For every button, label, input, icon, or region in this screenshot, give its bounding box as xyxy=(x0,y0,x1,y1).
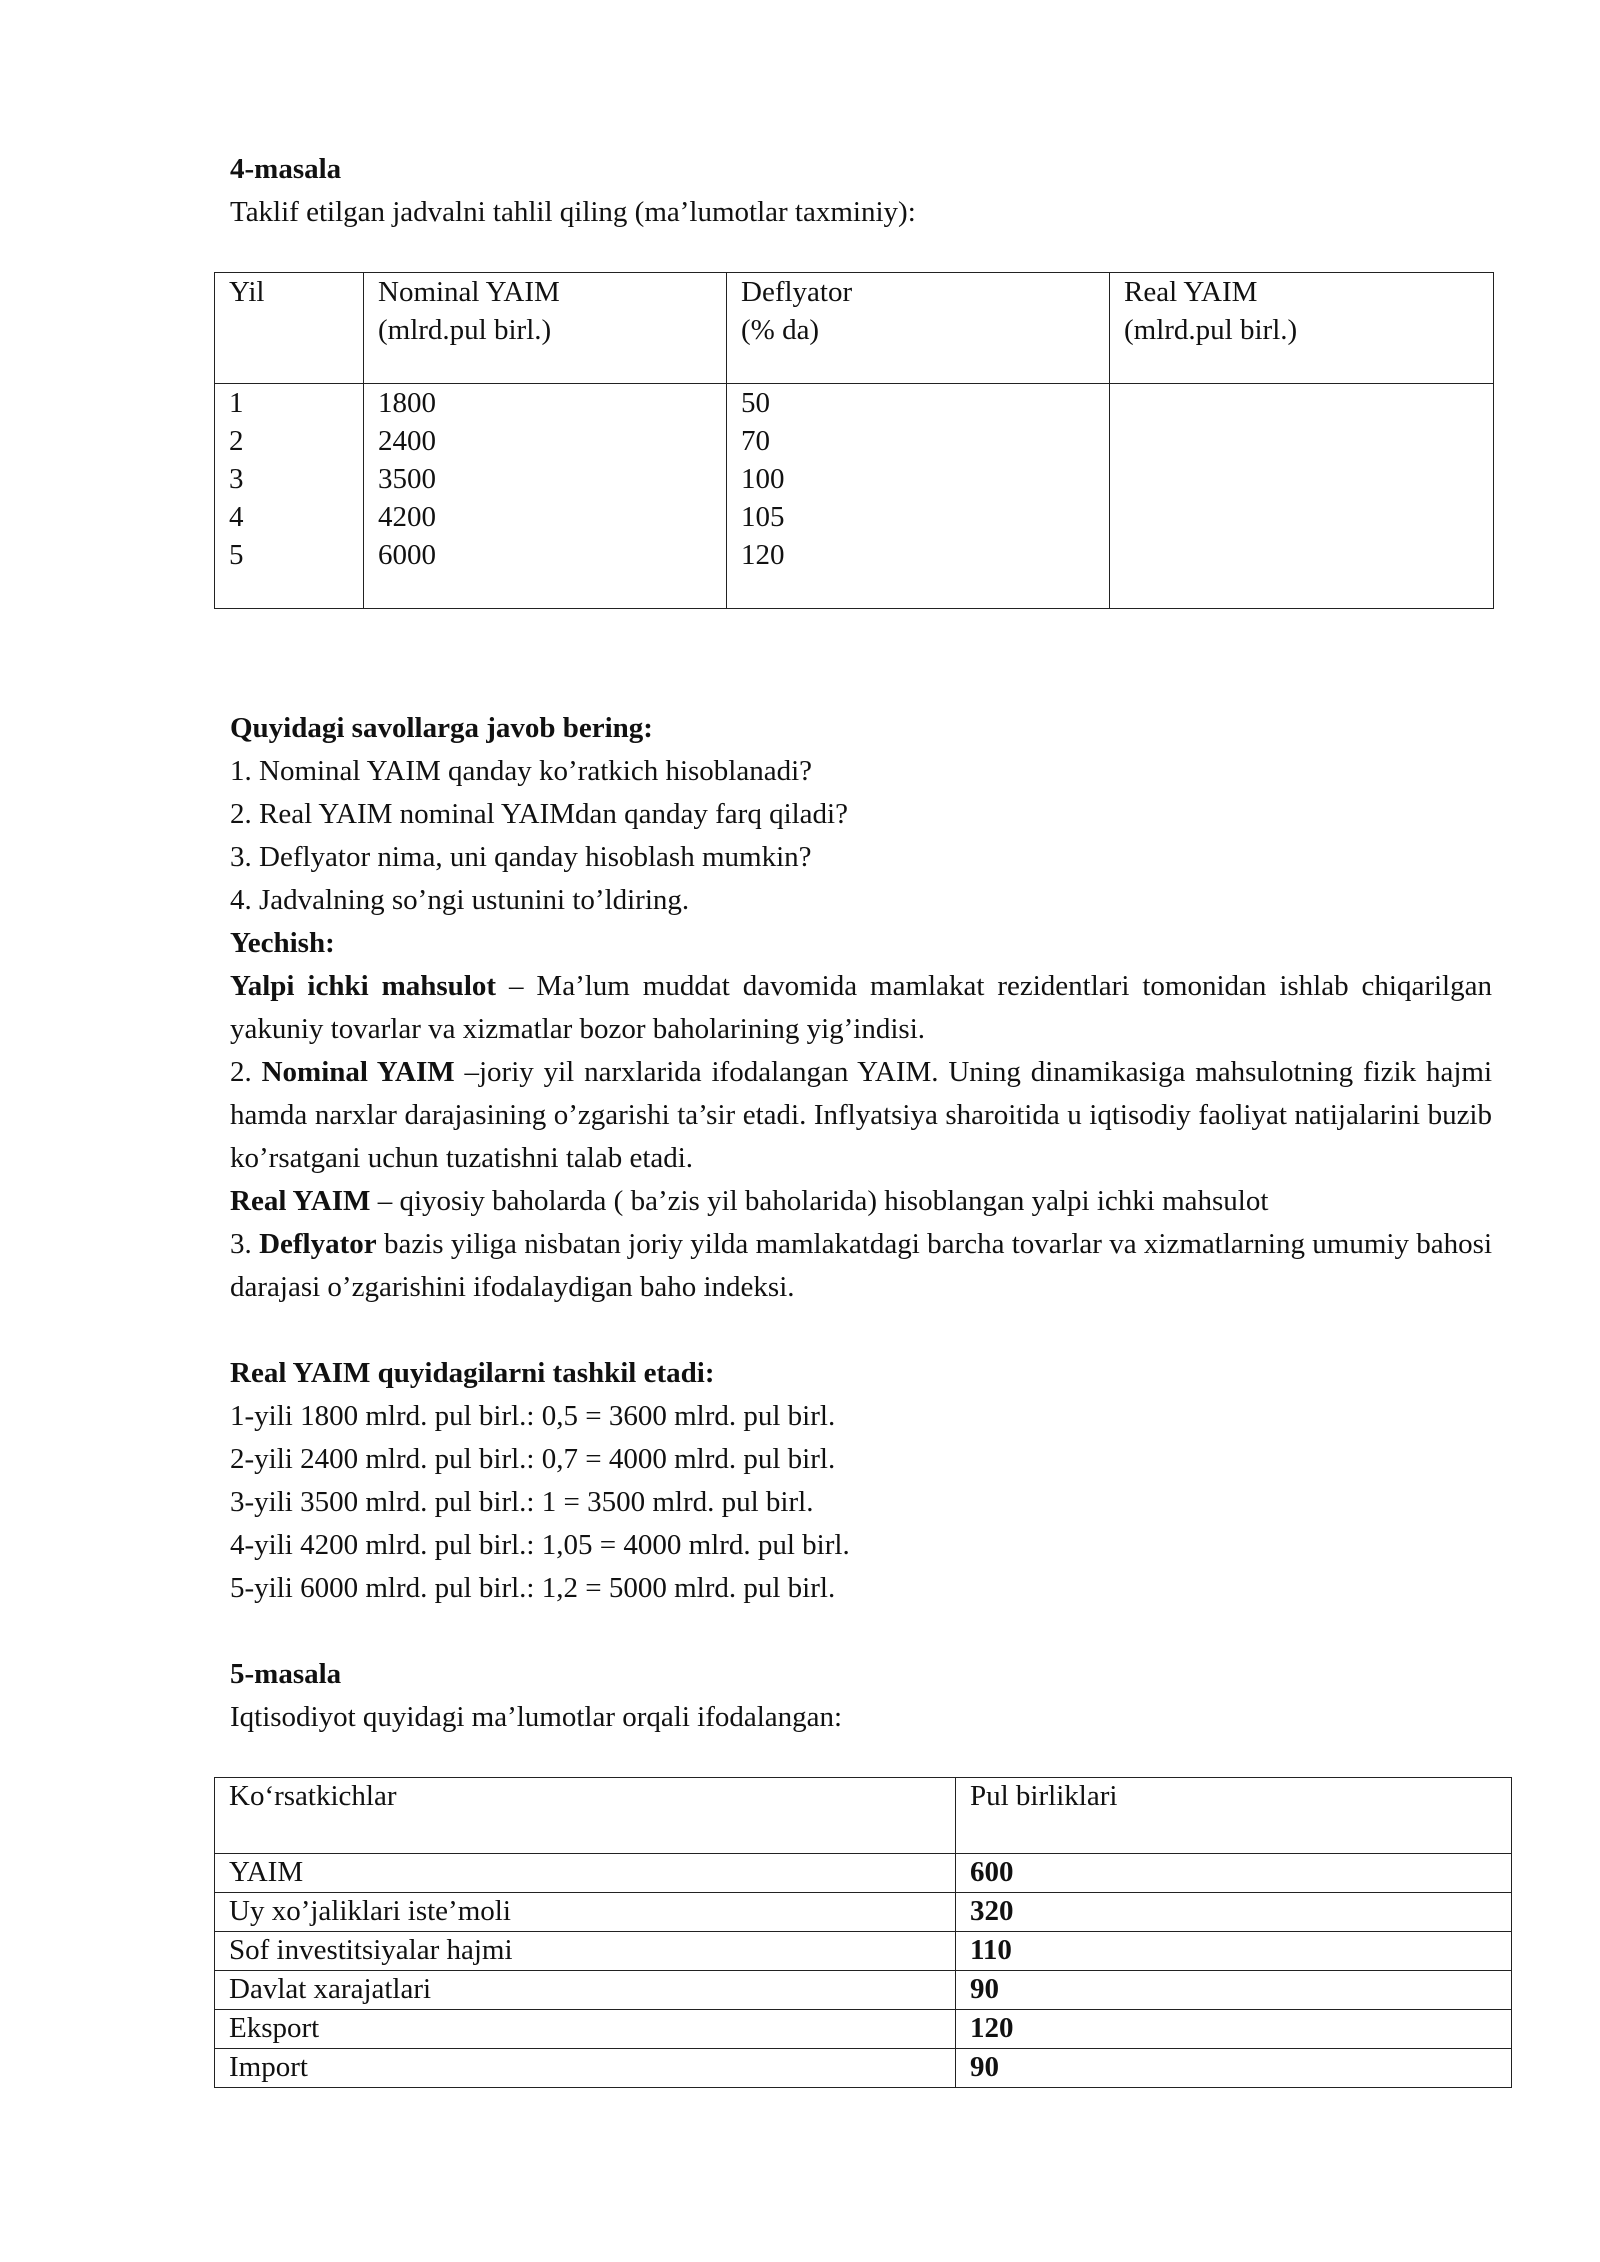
year-value: 4 xyxy=(229,501,244,533)
gdp-table-header-row xyxy=(215,273,1494,384)
question-item: 2. Real YAIM nominal YAIMdan qanday farq qiladi? xyxy=(230,798,848,830)
indicator-label: Import xyxy=(215,2049,956,2088)
indicator-label: Sof investitsiyalar hajmi xyxy=(215,1932,956,1971)
header-money-units: Pul birliklari xyxy=(956,1778,1512,1854)
real-gdp-cell xyxy=(1110,384,1494,609)
indicator-value: 120 xyxy=(956,2010,1512,2049)
questions-title: Quyidagi savollarga javob bering: xyxy=(230,712,653,744)
definition-nominal-gdp: 2. Nominal YAIM –joriy yil narxlarida ifodalangan YAIM. Uning dinamikasiga mahsulotning fizik hajmi hamda narxlar darajasining o’zgarishi ta’sir etadi. Inflyatsiya sharoitida u iqtisodiy faoliyat natijalarini buzib ko’rsatgani uchun tuzatishni talab etadi. xyxy=(230,1056,1492,1174)
question-item: 3. Deflyator nima, uni qanday hisoblash mumkin? xyxy=(230,841,812,873)
economy-table xyxy=(214,1777,1512,2088)
indicator-label: YAIM xyxy=(215,1854,956,1893)
table-row xyxy=(215,2010,1512,2049)
deflator-value: 100 xyxy=(741,463,785,495)
nominal-value: 4200 xyxy=(378,501,436,533)
year-value: 2 xyxy=(229,425,244,457)
deflator-value: 50 xyxy=(741,387,770,419)
calc-line: 3-yili 3500 mlrd. pul birl.: 1 = 3500 mlrd. pul birl. xyxy=(230,1486,814,1518)
problem5-heading: 5-masala xyxy=(230,1658,342,1690)
question-item: 1. Nominal YAIM qanday ko’ratkich hisoblanadi? xyxy=(230,755,813,787)
indicator-value: 90 xyxy=(956,2049,1512,2088)
deflator-value: 105 xyxy=(741,501,785,533)
definition-term: Yalpi ichki mahsulot xyxy=(230,970,497,1002)
definition-term: Real YAIM xyxy=(230,1185,371,1217)
header-indicators: Ko‘rsatkichlar xyxy=(215,1778,956,1854)
economy-table-header-row xyxy=(215,1778,1512,1854)
nominal-value: 2400 xyxy=(378,425,436,457)
calc-line: 4-yili 4200 mlrd. pul birl.: 1,05 = 4000 mlrd. pul birl. xyxy=(230,1529,850,1561)
calc-line: 2-yili 2400 mlrd. pul birl.: 0,7 = 4000 mlrd. pul birl. xyxy=(230,1443,836,1475)
calc-line: 5-yili 6000 mlrd. pul birl.: 1,2 = 5000 mlrd. pul birl. xyxy=(230,1572,836,1604)
table-row xyxy=(215,1932,1512,1971)
year-value: 1 xyxy=(229,387,244,419)
problem5-intro: Iqtisodiyot quyidagi ma’lumotlar orqali ifodalangan: xyxy=(230,1701,843,1733)
table-row xyxy=(215,1893,1512,1932)
nominal-value: 1800 xyxy=(378,387,436,419)
indicator-value: 600 xyxy=(956,1854,1512,1893)
question-item: 4. Jadvalning so’ngi ustunini to’ldiring. xyxy=(230,884,690,916)
header-real-gdp: Real YAIM (mlrd.pul birl.) xyxy=(1110,273,1494,384)
nominal-gdp-cell xyxy=(364,384,727,609)
years-cell xyxy=(215,384,364,609)
indicator-label: Eksport xyxy=(215,2010,956,2049)
definition-gdp: Yalpi ichki mahsulot – Ma’lum muddat davomida mamlakat rezidentlari tomonidan ishlab chiqarilgan yakuniy tovarlar va xizmatlar bozor baholarining yig’indisi. xyxy=(230,970,1492,1045)
definition-term: Deflyator xyxy=(259,1228,377,1260)
solution-title: Yechish: xyxy=(230,927,335,959)
table-row xyxy=(215,2049,1512,2088)
header-nominal-gdp: Nominal YAIM (mlrd.pul birl.) xyxy=(364,273,727,384)
problem4-heading: 4-masala xyxy=(230,153,342,185)
definition-term: Nominal YAIM xyxy=(261,1056,455,1088)
deflator-value: 70 xyxy=(741,425,770,457)
indicator-value: 90 xyxy=(956,1971,1512,2010)
deflator-value: 120 xyxy=(741,539,785,571)
header-year: Yil xyxy=(215,273,364,384)
problem4-intro: Taklif etilgan jadvalni tahlil qiling (ma’lumotlar taxminiy): xyxy=(230,196,916,228)
table-row xyxy=(215,1854,1512,1893)
calc-line: 1-yili 1800 mlrd. pul birl.: 0,5 = 3600 mlrd. pul birl. xyxy=(230,1400,836,1432)
header-deflator: Deflyator (% da) xyxy=(727,273,1110,384)
year-value: 3 xyxy=(229,463,244,495)
definition-deflator: 3. Deflyator bazis yiliga nisbatan joriy yilda mamlakatdagi barcha tovarlar va xizmatlarning umumiy bahosi darajasi o’zgarishini ifodalaydigan baho indeksi. xyxy=(230,1228,1493,1303)
indicator-label: Uy xo’jaliklari iste’moli xyxy=(215,1893,956,1932)
calc-title: Real YAIM quyidagilarni tashkil etadi: xyxy=(230,1357,715,1389)
definition-real-gdp: Real YAIM – qiyosiy baholarda ( ba’zis yil baholarida) hisoblangan yalpi ichki mahsulot xyxy=(230,1185,1269,1217)
document-page xyxy=(230,148,1492,2088)
indicator-value: 320 xyxy=(956,1893,1512,1932)
indicator-label: Davlat xarajatlari xyxy=(215,1971,956,2010)
gdp-table xyxy=(214,272,1494,609)
gdp-table-data-row xyxy=(215,384,1494,609)
year-value: 5 xyxy=(229,539,244,571)
indicator-value: 110 xyxy=(956,1932,1512,1971)
nominal-value: 6000 xyxy=(378,539,436,571)
deflator-cell xyxy=(727,384,1110,609)
nominal-value: 3500 xyxy=(378,463,436,495)
table-row xyxy=(215,1971,1512,2010)
